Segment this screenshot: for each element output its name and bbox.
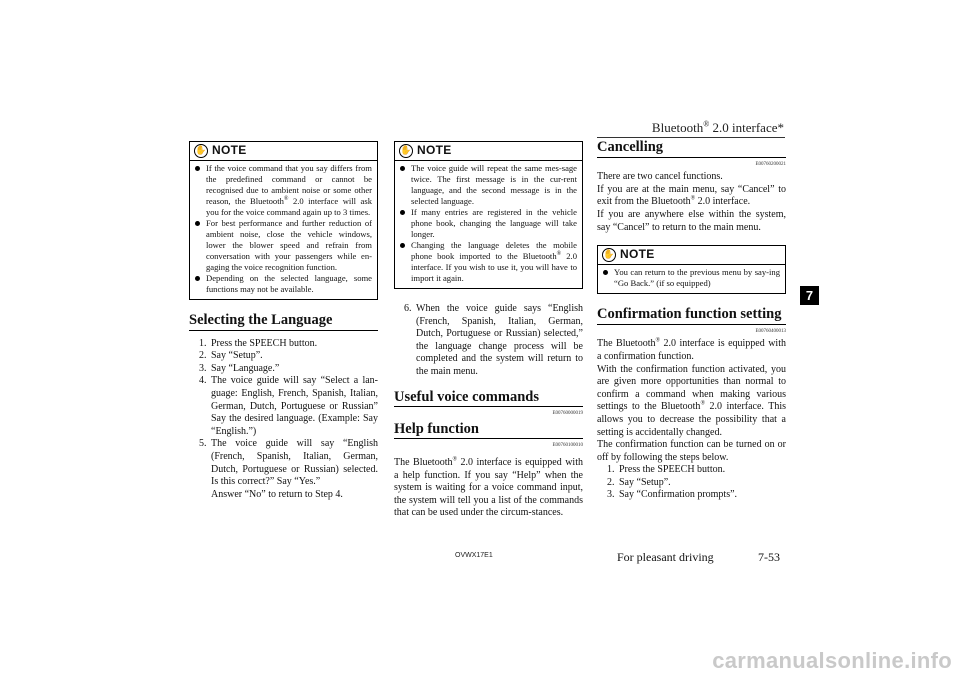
list-item: 2. Say “Setup”.: [199, 350, 263, 362]
paragraph: With the confirmation function activated, you are given more opportunities than normal to confirm a command when making various settings to the Bluetooth® 2.0 interface. This allows you to decrease the possibility that a setting is accidentally changed.: [597, 363, 786, 438]
list-item: 1. Press the SPEECH button.: [607, 464, 726, 476]
note-item: Changing the language deletes the mobile phone book imported to the Bluetooth® 2.0 interface. If you wish to use it, you will have to import it again.: [400, 240, 577, 284]
footer-section-title: For pleasant driving: [617, 550, 714, 564]
list-item: 1. Press the SPEECH button.: [199, 337, 318, 349]
note-body: [190, 161, 377, 299]
note-body: [395, 161, 582, 288]
note-item: If many entries are registered in the vehicle phone book, changing the language will take longer.: [400, 207, 577, 240]
section-title: Confirmation function setting: [597, 308, 786, 325]
note-item: If the voice command that you say differs from the predefined command or cannot be recognised due to ambient noise or some other reason, the Bluetooth® 2.0 interface will ask you for the voice command again up to 3 times.: [195, 163, 372, 218]
steps-list: [597, 464, 786, 502]
note-header: [598, 246, 785, 265]
bullet-icon: [195, 166, 200, 171]
note-item: The voice guide will repeat the same mes-sage twice. The first message is in the cur-rent language, and the second message is in the selected language.: [400, 163, 577, 207]
note-box: [394, 141, 583, 289]
section-code: E00760200021: [755, 161, 786, 167]
help-paragraph: The Bluetooth® 2.0 interface is equipped with a help function. If you say “Help” when the system is waiting for a voice command input, the system will tell you a list of the commands that can be used under the circum-stances.: [394, 456, 583, 519]
bullet-icon: [195, 276, 200, 281]
note-label: NOTE: [620, 247, 655, 262]
section-title: Selecting the Language: [189, 314, 378, 331]
bullet-icon: [603, 270, 608, 275]
subsection-title: Help function: [394, 423, 583, 440]
note-body: [598, 265, 785, 293]
note-label: NOTE: [417, 143, 452, 157]
paragraph: There are two cancel functions.: [597, 171, 723, 183]
column-3: [597, 141, 786, 502]
note-header: [395, 142, 582, 161]
note-header: [190, 142, 377, 161]
note-item: Depending on the selected language, some functions may not be available.: [195, 273, 372, 295]
paragraph: If you are at the main menu, say “Cancel” to exit from the Bluetooth® 2.0 interface.: [597, 183, 786, 208]
section-code: E00760100010: [552, 443, 583, 449]
steps-list: [394, 303, 583, 379]
note-label: NOTE: [212, 143, 247, 157]
list-item: 3. Say “Confirmation prompts”.: [607, 489, 738, 501]
watermark: carmanualsonline.info: [712, 648, 952, 673]
hand-note-icon: ✋: [602, 248, 616, 262]
paragraph: If you are anywhere else within the system, say “Cancel” to return to the main menu.: [597, 208, 786, 233]
list-item: 4. The voice guide will say “Select a lan-guage: English, French, Spanish, Italian, German, Dutch, Portuguese or Russian” Say the desired language. (Example: Say “English.”): [199, 375, 378, 437]
steps-list: [189, 338, 378, 502]
header-rule: [597, 137, 785, 138]
chapter-tab: 7: [800, 286, 819, 305]
section-title: Useful voice commands: [394, 391, 583, 408]
bullet-icon: [400, 166, 405, 171]
note-box: [189, 141, 378, 300]
document-code: OVWX17E1: [455, 552, 493, 559]
answer-text: Answer “No” to return to Step 4.: [211, 488, 343, 500]
column-2: [394, 141, 583, 520]
list-item: 5. The voice guide will say “English (French, Spanish, Italian, German, Dutch, Portuguese or Russian) selected. Is this correct?” Say “Yes.”: [199, 438, 378, 488]
note-item: You can return to the previous menu by say-ing “Go Back.” (if so equipped): [603, 267, 780, 289]
header-title-suffix: 2.0 interface*: [709, 120, 784, 135]
list-item: 6. When the voice guide says “English (French, Spanish, Italian, German, Dutch, Portuguese or Russian) selected,” the language change process will be completed and the system will return to the main menu.: [404, 303, 583, 377]
hand-note-icon: ✋: [399, 144, 413, 158]
column-1: [189, 141, 378, 501]
running-header: [652, 120, 784, 136]
bullet-icon: [400, 243, 405, 248]
hand-note-icon: ✋: [194, 144, 208, 158]
list-item: 2. Say “Setup”.: [607, 476, 671, 488]
paragraph: The confirmation function can be turned on or off by following the steps below.: [597, 439, 786, 463]
note-item: For best performance and further reduction of ambient noise, close the vehicle windows, lower the blower speed and refrain from conversation with your passengers while en-gaging the voice recognition function.: [195, 218, 372, 273]
section-code: E00760400013: [755, 328, 786, 334]
header-title: Bluetooth: [651, 120, 704, 135]
note-box: [597, 245, 786, 294]
bullet-icon: [195, 221, 200, 226]
list-item: 3. Say “Language.”: [199, 362, 280, 374]
section-code: E00760000019: [552, 411, 583, 417]
section-title: Cancelling: [597, 141, 786, 158]
paragraph: The Bluetooth® 2.0 interface is equipped with a confirmation function.: [597, 338, 786, 362]
registered-mark: ®: [703, 119, 710, 129]
bullet-icon: [400, 210, 405, 215]
page-number: 7-53: [758, 550, 780, 564]
